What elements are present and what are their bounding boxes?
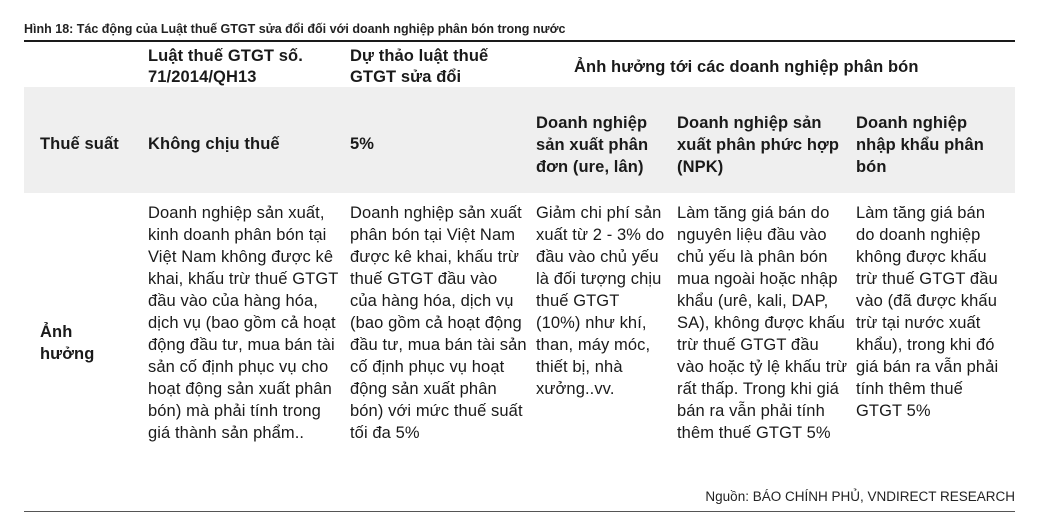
header-law: Luật thuế GTGT số. 71/2014/QH13: [148, 47, 303, 86]
impact-npk-text: Làm tăng giá bán do nguyên liệu đầu vào chủ yếu là phân bón mua ngoài hoặc nhập khẩu (urê, kali, DAP, SA), không được khấu trừ thuế GTGT đầu vào hoặc tỷ lệ khấu trừ rất thấp. Trong khi giá bán ra vẫn phải tính thêm thuế GTGT 5%: [677, 204, 848, 442]
subheader-single-fertilizer: Doanh nghiệp sản xuất phân đơn (ure, lân): [536, 114, 649, 176]
tax-draft-value: 5%: [350, 135, 375, 153]
source-note: Nguồn: BÁO CHÍNH PHỦ, VNDIRECT RESEARCH: [705, 489, 1015, 504]
subheader-importer: Doanh nghiệp nhập khẩu phân bón: [856, 114, 984, 176]
header-impact: Ảnh hưởng tới các doanh nghiệp phân bón: [574, 58, 919, 76]
row-label-tax: Thuế suất: [40, 135, 119, 153]
bottom-rule: [24, 511, 1015, 512]
row-label-impact: Ảnh hưởng: [40, 323, 95, 363]
figure-title: Hình 18: Tác động của Luật thuế GTGT sửa đổi đối với doanh nghiệp phân bón trong nước: [24, 22, 566, 36]
impact-importer-text: Làm tăng giá bán do doanh nghiệp không được khấu trừ thuế GTGT đầu vào (đã được khấu trừ tại nước xuất khẩu), trong khi đó giá bán ra vẫn phải tính thêm thuế GTGT 5%: [856, 204, 999, 420]
subheader-npk: Doanh nghiệp sản xuất phân phức hợp (NPK): [677, 114, 840, 176]
tax-law-value: Không chịu thuế: [148, 135, 280, 153]
header-draft: Dự thảo luật thuế GTGT sửa đổi: [350, 47, 489, 86]
impact-single-fertilizer-text: Giảm chi phí sản xuất từ 2 - 3% do đầu vào chủ yếu là đối tượng chịu thuế GTGT (10%) như khí, than, máy móc, thiết bị, nhà xưởng..vv.: [536, 204, 665, 398]
impact-law-text: Doanh nghiệp sản xuất, kinh doanh phân bón tại Việt Nam không được kê khai, khấu trừ thuế GTGT đầu vào của hàng hóa, dịch vụ (bao gồm cả hoạt động đầu tư, mua bán tài sản cố định phục vụ cho hoạt động sản xuất phân bón) mà phải tính trong giá thành sản phẩm..: [148, 204, 339, 442]
top-rule: [24, 40, 1015, 42]
impact-draft-text: Doanh nghiệp sản xuất phân bón tại Việt Nam được kê khai, khấu trừ thuế GTGT đầu vào của hàng hóa, dịch vụ (bao gồm cả hoạt động đầu tư, mua bán tài sản cố định phục vụ hoạt động sản xuất phân bón) với mức thuế suất tối đa 5%: [350, 204, 527, 442]
